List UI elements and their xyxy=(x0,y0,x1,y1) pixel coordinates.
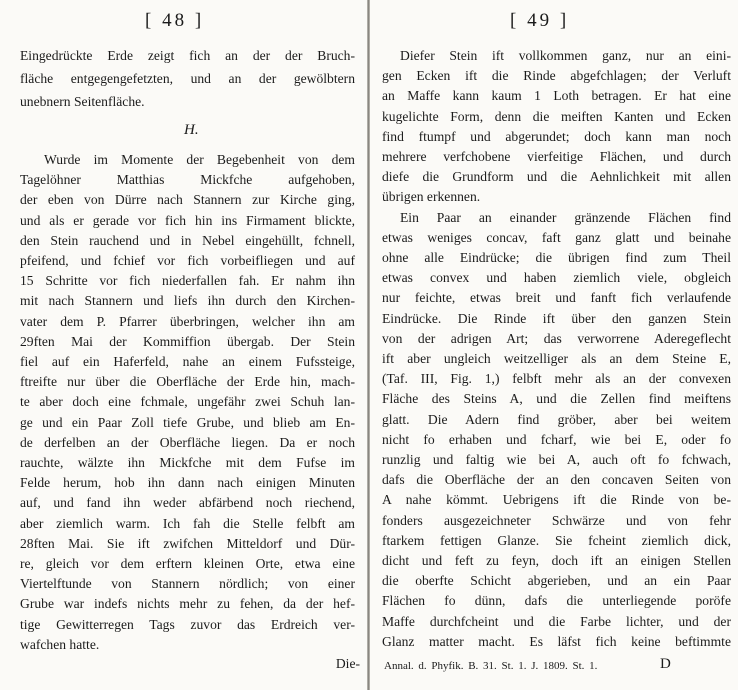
text-line: etwas weniges concav, faft ganz glatt und beinahe xyxy=(382,229,731,245)
text-line: gen Ecken ift die Rinde abgefchlagen; der Verluft xyxy=(382,68,731,84)
text-line: Viertelftunde von Stannern nördlich; von einer xyxy=(20,576,355,592)
text-line: der eben von Dürre nach Stannern zur Kirche ging, xyxy=(20,192,355,208)
text-line: Wurde im Momente der Begebenheit von dem xyxy=(44,152,355,167)
text-line: find ftumpf und abgerundet; doch kann man noch xyxy=(382,128,731,144)
text-line: fiel auf ein Haferfeld, nahe an einem Fufssteige, xyxy=(20,354,355,369)
text-line: re, gleich vor dem erftern kleinen Orte, etwa eine xyxy=(20,556,355,571)
text-line: wafchen hatte. xyxy=(20,636,100,652)
text-line: ge und ein Paar Zoll tiefe Grube, und blieb am En- xyxy=(20,414,355,430)
text-line: etwas convex und haben ziemlich viele, obgleich xyxy=(382,270,731,286)
text-line: mit nach Stannern und liefs ihn durch den Kirchen- xyxy=(20,293,355,309)
text-line: übrigen erkennen. xyxy=(382,189,481,205)
text-line: aber ziemlich warm. Ich fah die Stelle felbft am xyxy=(20,515,355,531)
page-number: [ 49 ] xyxy=(510,10,570,31)
text-line: 28ften Mai. Sie ift zwifchen Mitteldorf und Dür- xyxy=(20,535,355,551)
text-line: auf, und fand ihn weder abfärbend noch riechend, xyxy=(20,495,355,511)
text-line: de derfelben an der Oberfläche liegen. Da er noch xyxy=(20,434,355,450)
text-line: runzlig und faltig wie bei A, auch oft fo fchwach, xyxy=(382,452,731,467)
text-line: Fläche des Steins A, und die Zellen find meiftens xyxy=(382,391,731,407)
text-line: (Taf. III, Fig. 1,) felbft mehr als an der convexen xyxy=(382,371,731,387)
text-line: mehrere verfchobene vierfeitige Flächen, und durch xyxy=(382,149,731,164)
text-line: und als er gerade vor fich hin ins Firmament blickte, xyxy=(20,212,355,228)
text-line: Ein Paar an einander gränzende Flächen find xyxy=(400,209,731,225)
text-line: nur feichte, etwas breit und fanft fich verlaufende xyxy=(382,290,731,306)
left-page xyxy=(0,0,368,690)
text-line: den Stein rauchend und in Nebel eingehüllt, fchnell, xyxy=(20,232,355,248)
text-line: Eindrücke. Die Rinde ift über den ganzen Stein xyxy=(382,310,731,326)
text-line: kugelichte Form, denn die meiften Kanten und Ecken xyxy=(382,108,731,124)
text-line: ftreifte nur über die Oberfläche der Erde hin, mach- xyxy=(20,374,355,390)
text-line: von der adrigen Art; das verworrene Aderegeflecht xyxy=(382,330,731,346)
text-line: die oberfte Schicht abgerieben, und an ein Paar xyxy=(382,573,731,589)
text-line: Flächen fo dünn, dafs die unterliegende poröfe xyxy=(382,593,731,609)
text-line: Felde herum, hob ihn dann nach einigen Minuten xyxy=(20,475,355,491)
text-line: Grube war indefs nichts mehr zu fehen, da der hef- xyxy=(20,596,355,612)
text-line: Glanz matter macht. Es läfst fich keine beftimmte xyxy=(382,633,731,649)
text-line: Maffe durchfcheint und die Farbe lichter, und der xyxy=(382,613,731,629)
text-line: Diefer Stein ift vollkommen ganz, nur an eini- xyxy=(400,48,731,63)
text-line: tige Gewitterregen Tags zuvor das Erdreich ver- xyxy=(20,616,355,632)
text-line: dafs die Oberfläche der an den concaven Seiten von xyxy=(382,472,731,488)
text-line: fläche entgegengefetzten, und an der gewölbtern xyxy=(20,71,355,86)
text-line: an Maffe kann kaum 1 Loth betragen. Er hat eine xyxy=(382,88,731,104)
text-line: rauchte, wälzte ihn Mickfche mit dem Fufse im xyxy=(20,455,355,470)
catchword: Die- xyxy=(335,656,360,671)
text-line: Tagelöhner Matthias Mickfche aufgehoben, xyxy=(20,172,355,188)
text-line: A nahe kömmt. Uebrigens ift die Rinde von be- xyxy=(382,492,731,508)
text-line: ift aber ungleich weitzelliger als an dem Steine E, xyxy=(382,351,731,366)
text-line: vater dem P. Pfarrer überbringen, welcher ihn am xyxy=(20,313,355,329)
text-line: dicht und feft zu feyn, doch ift an einigen Stellen xyxy=(382,553,731,568)
signature-mark: D xyxy=(660,656,671,672)
footer-signature-line: Annal. d. Phyfik. B. 31. St. 1. J. 1809. St. 1. xyxy=(384,660,598,672)
text-line: 29ften Mai der Kommiffion übergab. Der Stein xyxy=(20,333,355,349)
text-line: fonders ausgezeichneter Schwärze und von fehr xyxy=(382,512,731,528)
page-number: [ 48 ] xyxy=(145,10,205,31)
section-heading: H. xyxy=(184,122,199,138)
text-line: glatt. Die Adern find gröber, aber bei weitem xyxy=(382,411,731,427)
text-line: ftarkem fettigen Glanze. Sie fcheint ziemlich dick, xyxy=(382,532,731,548)
text-line: te aber doch eine fchmale, ungefähr zwei Schuh lan- xyxy=(20,394,355,410)
right-page xyxy=(370,0,738,690)
text-line: diefe die Grundform und die Aehnlichkeit mit allen xyxy=(382,169,731,185)
text-line: pfeifend, und fchief vor fich vorbeifliegen und auf xyxy=(20,253,355,268)
text-line: 15 Schritte vor fich niederfallen fah. Er nahm ihn xyxy=(20,273,355,289)
text-line: Eingedrückte Erde zeigt fich an der der Bruch- xyxy=(20,48,355,63)
text-line: ohne alle Eindrücke; die übrigen find zum Theil xyxy=(382,250,731,265)
text-line: nicht fo erhaben und fcharf, wie bei E, oder fo xyxy=(382,431,731,447)
text-line: unebnern Seitenfläche. xyxy=(20,94,145,109)
